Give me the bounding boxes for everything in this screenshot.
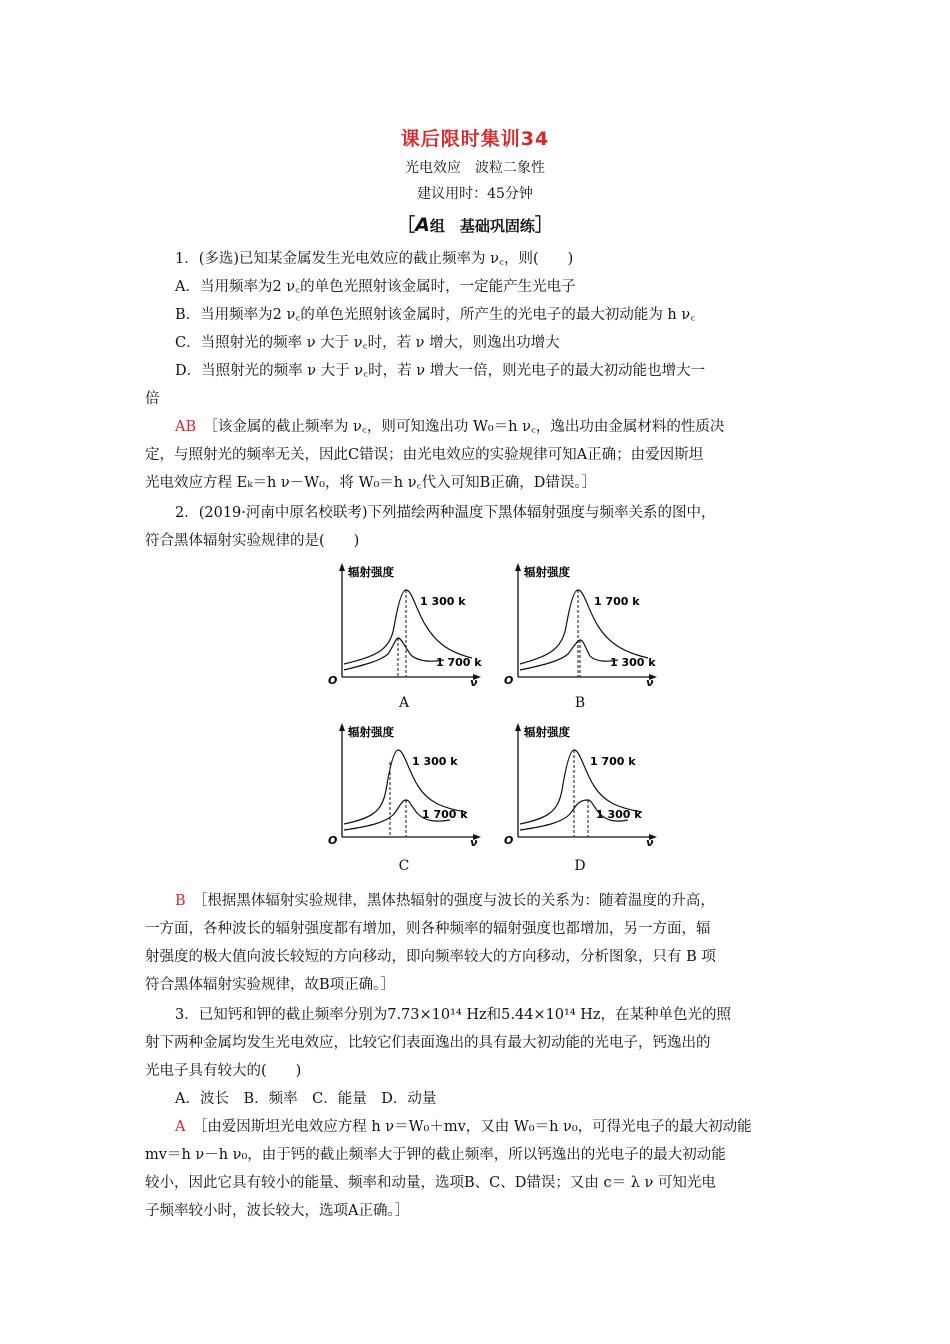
q2-explanation-text: ［根据黑体辐射实验规律，黑体热辐射的强度与波长的关系为：随着温度的升高，	[200, 893, 715, 909]
origin-label: O	[328, 674, 338, 687]
curve-short	[344, 638, 444, 670]
figure-b-label: B	[574, 695, 586, 711]
origin-label: O	[504, 674, 514, 687]
q3-options: A．波长 B．频率 C．能量 D．动量	[175, 1091, 437, 1107]
y-axis-label: 辐射强度	[348, 565, 394, 579]
label-short-curve: 1 300 k	[610, 656, 656, 669]
figure-c	[322, 722, 482, 847]
label-tall-curve: 1 300 k	[412, 755, 458, 768]
figure-a-label: A	[398, 695, 410, 711]
q1-explanation-3: 光电效应方程 Eₖ＝h ν－W₀，将 W₀＝h ν꜀代入可知B正确，D错误。］	[145, 475, 597, 491]
y-axis-arrow	[515, 563, 521, 571]
x-axis-label: ν	[646, 836, 654, 847]
q1-explanation-2: 定，与照射光的频率无关，因此C错误；由光电效应的实验规律可知A正确；由爱因斯坦	[145, 447, 704, 463]
q2-stem-2: 符合黑体辐射实验规律的是( )	[145, 533, 360, 549]
x-axis-label: ν	[470, 836, 478, 847]
q2-explanation-2: 一方面，各种波长的辐射强度都有增加，则各种频率的辐射强度也都增加，另一方面，辐	[145, 921, 711, 937]
label-short-curve: 1 300 k	[596, 808, 642, 821]
q1-stem: 1．(多选)已知某金属发生光电效应的截止频率为 ν꜀，则( )	[175, 251, 574, 267]
origin-label: O	[504, 834, 514, 847]
q2-explanation-1	[175, 891, 840, 911]
q1-option-c: C．当照射光的频率 ν 大于 ν꜀时，若 ν 增大，则逸出功增大	[175, 335, 560, 351]
q1-option-a: A．当用频率为2 ν꜀的单色光照射该金属时，一定能产生光电子	[175, 279, 576, 295]
y-axis-arrow	[339, 563, 345, 571]
label-tall-curve: 1 700 k	[594, 595, 640, 608]
y-axis-label: 辐射强度	[524, 565, 570, 579]
q1-option-d: D．当照射光的频率 ν 大于 ν꜀时，若 ν 增大一倍，则光电子的最大初动能也增大一	[175, 363, 706, 379]
page-title: 课后限时集训34	[400, 128, 550, 150]
x-axis-label: ν	[470, 676, 478, 687]
figure-b	[498, 562, 658, 687]
q2-stem-1: 2．(2019·河南中原名校联考)下列描绘两种温度下黑体辐射强度与频率关系的图中，	[175, 505, 716, 521]
label-short-curve: 1 700 k	[422, 808, 468, 821]
group-letter: A	[415, 214, 430, 236]
group-bracket-left: ［	[397, 215, 416, 236]
q2-answer: B	[175, 893, 186, 909]
page-subtitle: 光电效应 波粒二象性	[405, 160, 545, 176]
q3-answer: A	[175, 1119, 186, 1135]
group-text: 组 基础巩固练	[429, 217, 535, 235]
group-heading	[0, 211, 950, 237]
q3-explanation-1	[175, 1117, 840, 1137]
q3-explanation-3: 较小，因此它具有较小的能量、频率和动量，选项B、C、D错误；又由 c＝ λ ν 可知光电	[145, 1175, 716, 1191]
figure-c-label: C	[398, 858, 410, 874]
figure-d	[498, 722, 658, 847]
q3-stem-1: 3．已知钙和钾的截止频率分别为7.73×10¹⁴ Hz和5.44×10¹⁴ Hz，在某种单色光的照	[175, 1007, 732, 1023]
q3-stem-3: 光电子具有较大的( )	[145, 1063, 302, 1079]
q3-explanation-text: ［由爱因斯坦光电效应方程 h ν＝W₀＋mv，又由 W₀＝h ν₀，可得光电子的最大初动能	[199, 1119, 752, 1135]
q1-answer: AB	[175, 419, 197, 435]
figure-d-label: D	[574, 858, 586, 874]
y-axis-label: 辐射强度	[524, 725, 570, 739]
q2-explanation-4: 符合黑体辐射实验规律，故B项正确。］	[145, 977, 395, 993]
label-tall-curve: 1 700 k	[590, 755, 636, 768]
q1-explanation-text: ［该金属的截止频率为 ν꜀，则可知逸出功 W₀＝h ν꜀，逸出功由金属材料的性质决	[210, 419, 725, 435]
y-axis-arrow	[515, 723, 521, 731]
label-tall-curve: 1 300 k	[420, 595, 466, 608]
q1-option-d-cont: 倍	[145, 391, 160, 407]
origin-label: O	[328, 834, 338, 847]
y-axis-arrow	[339, 723, 345, 731]
figure-a	[322, 562, 482, 687]
y-axis-label: 辐射强度	[348, 725, 394, 739]
q2-explanation-3: 射强度的极大值向波长较短的方向移动，即向频率较大的方向移动，分析图象，只有 B 项	[145, 949, 716, 965]
curve-short	[520, 640, 618, 670]
q1-option-b: B．当用频率为2 ν꜀的单色光照射该金属时，所产生的光电子的最大初动能为 h ν꜀	[175, 307, 696, 323]
q1-explanation-1	[175, 417, 840, 437]
x-axis-label: ν	[646, 676, 654, 687]
group-bracket-right: ］	[534, 215, 553, 236]
q3-explanation-4: 子频率较小时，波长较大，选项A正确。］	[145, 1203, 410, 1219]
suggested-time: 建议用时：45分钟	[417, 186, 533, 202]
label-short-curve: 1 700 k	[436, 656, 482, 669]
q3-stem-2: 射下两种金属均发生光电效应，比较它们表面逸出的具有最大初动能的光电子，钙逸出的	[145, 1035, 711, 1051]
q3-explanation-2: mv＝h ν－h ν₀，由于钙的截止频率大于钾的截止频率，所以钙逸出的光电子的最大初动能	[145, 1147, 726, 1163]
